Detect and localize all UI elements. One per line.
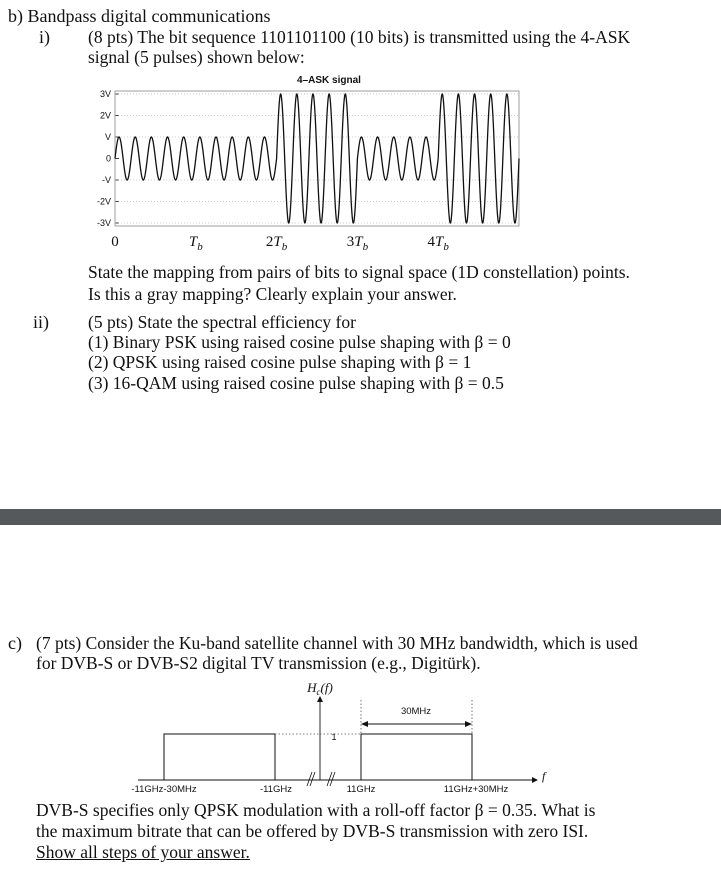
ask-y-tick-group (97, 89, 119, 228)
ask-y-tick-label: -2V (96, 196, 111, 207)
section-c-label: c) (8, 633, 22, 653)
section-c-line1: (7 pts) Consider the Ku-band satellite channel with 30 MHz bandwidth, which is used (36, 633, 638, 653)
section-c-question-line1: DVB-S specifies only QPSK modulation with a roll-off factor β = 0.35. What is (36, 800, 596, 820)
ask-x-tick-label: $3T_b$ (346, 234, 369, 253)
ask-y-tick-label: 3V (99, 89, 111, 99)
axis-break-right (327, 772, 335, 786)
bandwidth-arrow-left-head (361, 721, 368, 727)
ask-y-tick-label: -V (102, 175, 111, 185)
axis-break-left (307, 772, 315, 786)
ask-y-tick-label: -3V (96, 218, 111, 228)
freq-label-neg-high: -11GHz (259, 784, 293, 795)
hc-x-arrow (532, 777, 538, 783)
ask-y-tick-label: 0 (105, 153, 111, 164)
ask-y-tick-label: V (104, 132, 111, 142)
item-ii-line2: (1) Binary PSK using raised cosine pulse shaping with β = 0 (88, 332, 511, 352)
ask-x-tick-label: 0 (111, 234, 119, 250)
section-b-heading: b) Bandpass digital communications (8, 6, 271, 26)
item-ii-line4: (3) 16-QAM using raised cosine pulse shaping with β = 0.5 (88, 373, 504, 393)
question-line1: State the mapping from pairs of bits to signal space (1D constellation) points. (88, 262, 630, 282)
item-i-label: i) (39, 27, 50, 47)
amplitude-label: 1 (331, 732, 337, 742)
item-ii-label: ii) (33, 312, 49, 332)
ask-x-tick-label: $4T_b$ (427, 234, 449, 253)
section-c-line2: for DVB-S or DVB-S2 digital TV transmission (e.g., Digitürk). (36, 653, 481, 673)
ask-x-tick-group (111, 234, 449, 253)
band-negative (164, 734, 275, 780)
bandwidth-arrow-right-head (465, 721, 472, 727)
ask-waveform (115, 94, 519, 223)
bandwidth-label: 30MHz (400, 706, 432, 717)
section-c-question-line3: Show all steps of your answer. (36, 842, 250, 862)
question-line2: Is this a gray mapping? Clearly explain your answer. (88, 284, 457, 304)
ask-x-tick-label: $2T_b$ (265, 234, 288, 253)
channel-diagram (110, 676, 560, 798)
item-ii-line1: (5 pts) State the spectral efficiency for (88, 312, 356, 332)
ask-y-tick-label: 2V (99, 110, 111, 121)
freq-label-neg-low: -11GHz-30MHz (131, 784, 197, 795)
freq-label-pos-low: 11GHz (346, 784, 376, 795)
item-i-line2: signal (5 pulses) shown below: (88, 47, 305, 67)
section-c-question-line2: the maximum bitrate that can be offered by DVB-S transmission with zero ISI. (36, 821, 589, 841)
band-positive (361, 734, 472, 780)
ask-chart-title: 4–ASK signal (297, 75, 361, 86)
freq-axis-label: f (542, 769, 546, 783)
freq-label-pos-high: 11GHz+30MHz (443, 784, 509, 795)
hc-title: $H_c(f)$ (307, 680, 333, 697)
item-i-line1: (8 pts) The bit sequence 1101101100 (10 bits) is transmitted using the 4-ASK (88, 27, 631, 47)
ask-chart (76, 70, 526, 255)
page-divider (0, 509, 721, 525)
item-ii-line3: (2) QPSK using raised cosine pulse shaping with β = 1 (88, 352, 472, 372)
ask-x-tick-label: $T_b$ (188, 234, 203, 253)
